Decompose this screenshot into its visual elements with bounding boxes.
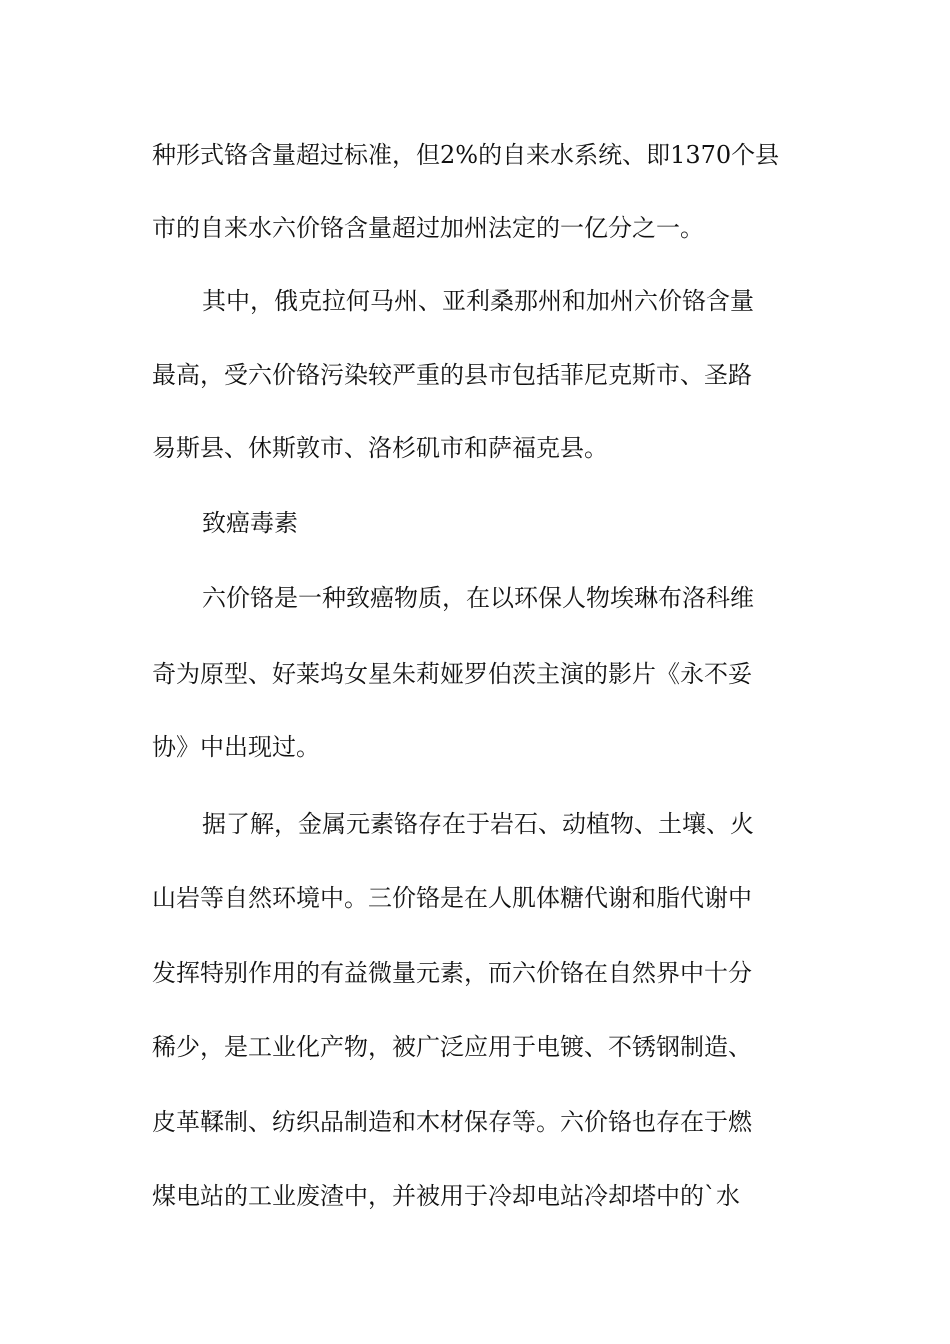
text-line-9: 协》中出现过。 bbox=[152, 733, 320, 761]
text-line-11: 山岩等自然环境中。三价铬是在人肌体糖代谢和脂代谢中 bbox=[152, 884, 752, 912]
paragraph-start-line-10: 据了解，金属元素铬存在于岩石、动植物、土壤、火 bbox=[202, 810, 754, 838]
text-line-1: 种形式铬含量超过标准，但2%的自来水系统、即1370个县 bbox=[152, 141, 780, 169]
text-line-14: 皮革鞣制、纺织品制造和木材保存等。六价铬也存在于燃 bbox=[152, 1108, 752, 1136]
text-line-8: 奇为原型、好莱坞女星朱莉娅罗伯茨主演的影片《永不妥 bbox=[152, 660, 752, 688]
paragraph-start-line-7: 六价铬是一种致癌物质，在以环保人物埃琳布洛科维 bbox=[202, 584, 754, 612]
text-line-12: 发挥特别作用的有益微量元素，而六价铬在自然界中十分 bbox=[152, 959, 752, 987]
section-heading: 致癌毒素 bbox=[202, 509, 298, 537]
text-line-4: 最高，受六价铬污染较严重的县市包括菲尼克斯市、圣路 bbox=[152, 361, 752, 389]
text-line-13: 稀少，是工业化产物，被广泛应用于电镀、不锈钢制造、 bbox=[152, 1033, 752, 1061]
text-line-2: 市的自来水六价铬含量超过加州法定的一亿分之一。 bbox=[152, 214, 704, 242]
text-line-15: 煤电站的工业废渣中，并被用于冷却电站冷却塔中的`水 bbox=[152, 1182, 740, 1210]
text-line-5: 易斯县、休斯敦市、洛杉矶市和萨福克县。 bbox=[152, 434, 608, 462]
paragraph-start-line-3: 其中，俄克拉何马州、亚利桑那州和加州六价铬含量 bbox=[202, 287, 754, 315]
